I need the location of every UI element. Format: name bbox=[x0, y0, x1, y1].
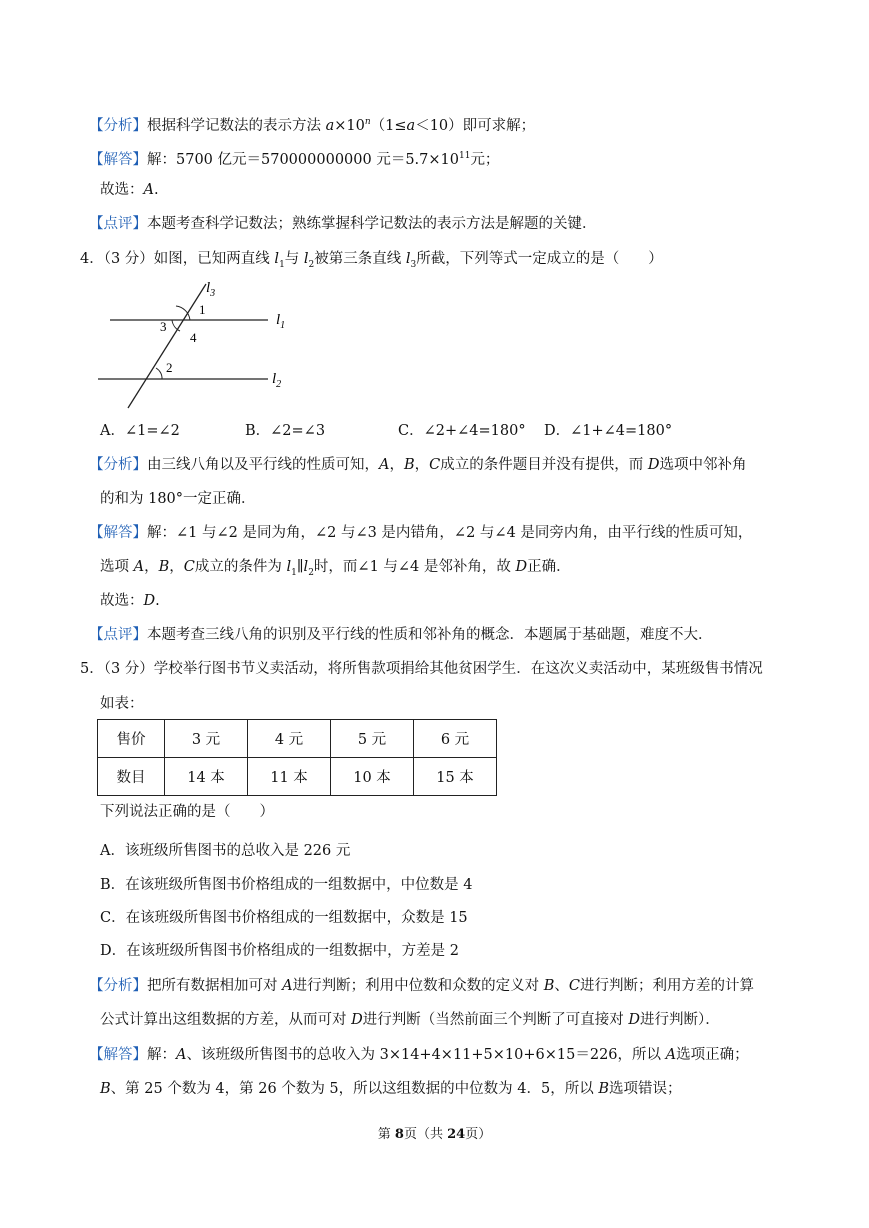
q5-answer-b: 、该班级所售图书的总收入为 3×14+4×11+5×10+6×15＝226，所以 bbox=[186, 1047, 666, 1063]
option-b-text: B．∠2=∠3 bbox=[245, 423, 326, 439]
choice-label: 故选： bbox=[100, 182, 144, 198]
letter-a: A bbox=[176, 1047, 187, 1063]
angle-label-1: 1 bbox=[199, 302, 206, 317]
svg-text:l2 bbox=[272, 371, 281, 390]
comment-tag: 点评 bbox=[103, 216, 133, 232]
label-l1-sub: 1 bbox=[280, 320, 286, 331]
q5-stem-text2: 如表： bbox=[100, 696, 144, 712]
q4-option-d bbox=[544, 421, 672, 441]
option-c-text: C．在该班级所售图书价格组成的一组数据中，众数是 15 bbox=[100, 910, 468, 926]
q5-analysis-g: 进行判断）． bbox=[640, 1012, 720, 1028]
q5-analysis-line1: 【分析】把所有数据相加可对 A进行判断；利用中位数和众数的定义对 B、C进行判断；利用方差的计算 bbox=[89, 978, 754, 994]
table-cell: 10 本 bbox=[331, 758, 414, 796]
option-b-text: B．在该班级所售图书价格组成的一组数据中，中位数是 4 bbox=[100, 877, 473, 893]
label-l1: l bbox=[276, 312, 281, 328]
q5-option-c bbox=[100, 908, 468, 928]
letter-b: B bbox=[543, 978, 555, 994]
footer-mid: 页（共 bbox=[403, 1127, 448, 1142]
q5-analysis-f: 进行判断（当然前面三个判断了可直接对 bbox=[362, 1012, 629, 1028]
q4-stem bbox=[80, 249, 663, 275]
q4-answer-line2 bbox=[100, 557, 571, 583]
q5-stem-line2 bbox=[100, 694, 144, 714]
comment-text: 本题考查三线八角的识别及平行线的性质和邻补角的概念．本题属于基础题，难度不大． bbox=[147, 627, 713, 643]
letter-b: B bbox=[158, 559, 170, 575]
table-cell: 6 元 bbox=[414, 720, 497, 758]
q5-answer-a: 解： bbox=[147, 1047, 176, 1063]
sep: ， bbox=[389, 457, 404, 473]
q4-answer-b: 成立的条件为 bbox=[194, 559, 287, 575]
answer-text: 解：5700 亿元＝570000000000 元＝5.7×10 bbox=[147, 151, 459, 168]
q4-option-c bbox=[398, 421, 526, 441]
table-row bbox=[98, 720, 497, 758]
sep: 、 bbox=[554, 978, 569, 994]
q4-answer-d: 正确． bbox=[527, 559, 571, 575]
angle-arc-bottom bbox=[172, 320, 180, 331]
svg-text:l3 bbox=[206, 280, 215, 299]
option-d-text: D．在该班级所售图书价格组成的一组数据中，方差是 2 bbox=[100, 943, 459, 959]
q4-comment: 【点评】本题考查三线八角的识别及平行线的性质和邻补角的概念．本题属于基础题，难度不大． bbox=[89, 627, 713, 643]
q5-analysis-b: 进行判断；利用中位数和众数的定义对 bbox=[292, 978, 544, 994]
analysis-tag: 分析 bbox=[103, 978, 133, 994]
page-number: 8 bbox=[394, 1127, 404, 1142]
range-open: （1≤ bbox=[370, 117, 407, 134]
l1-sub: 1 bbox=[291, 567, 297, 578]
choice-end: . bbox=[155, 593, 160, 609]
answer-unit: 元； bbox=[470, 151, 500, 168]
table-cell: 11 本 bbox=[248, 758, 331, 796]
l2-var: l bbox=[303, 251, 309, 267]
var-a2: a bbox=[406, 117, 416, 134]
table-cell: 3 元 bbox=[165, 720, 248, 758]
l2-sub: 2 bbox=[308, 259, 315, 270]
choice-letter: D bbox=[143, 593, 156, 609]
sep: ， bbox=[144, 559, 159, 575]
answer-tag: 解答 bbox=[103, 151, 133, 168]
q5-analysis-line2 bbox=[100, 1010, 720, 1030]
sep: ， bbox=[414, 457, 430, 473]
letter-d: D bbox=[515, 559, 528, 575]
q4-analysis-line1: 【分析】由三线八角以及平行线的性质可知，A，B，C成立的条件题目并没有提供，而 D选项中邻补角 bbox=[89, 457, 747, 473]
choice-end: . bbox=[153, 182, 159, 198]
q4-mid: 被第三条直线 bbox=[314, 251, 406, 267]
q5-question-text: 下列说法正确的是（ ） bbox=[100, 804, 274, 820]
answer-tag: 解答 bbox=[103, 525, 133, 541]
q5-answer-e: 选项错误； bbox=[609, 1081, 682, 1097]
label-l2: l bbox=[272, 371, 277, 387]
q4-analysis-a: 由三线八角以及平行线的性质可知， bbox=[147, 457, 379, 473]
letter-c: C bbox=[568, 978, 580, 994]
footer-post: 页） bbox=[465, 1127, 492, 1142]
l3-var: l bbox=[405, 251, 411, 267]
letter-d: D bbox=[647, 457, 660, 473]
letter-b: B bbox=[403, 457, 415, 473]
letter-b: B bbox=[100, 1081, 111, 1097]
parallel-symbol: ∥ bbox=[296, 559, 304, 575]
q5-answer-line1: 【解答】解：A、该班级所售图书的总收入为 3×14+4×11+5×10+6×15＝226，所以 A选项正确； bbox=[89, 1047, 749, 1063]
angle-label-2: 2 bbox=[166, 360, 173, 375]
letter-b: B bbox=[598, 1081, 609, 1097]
angle-label-4: 4 bbox=[190, 330, 197, 345]
label-l3: l bbox=[206, 280, 211, 296]
choice-label: 故选： bbox=[100, 593, 144, 609]
q5-answer-d: 、第 25 个数为 4，第 26 个数为 5，所以这组数据的中位数为 4．5，所以 bbox=[110, 1081, 599, 1097]
q5-question bbox=[100, 802, 274, 822]
l3-sub: 3 bbox=[410, 259, 417, 270]
angle-arc-top bbox=[176, 306, 190, 320]
letter-a: A bbox=[665, 1047, 677, 1063]
q4-answer-line1-text: 解：∠1 与∠2 是同为角，∠2 与∠3 是内错角，∠2 与∠4 是同旁内角，由平行线的性质可知， bbox=[147, 525, 753, 541]
angle-label-3: 3 bbox=[160, 319, 167, 334]
page-footer bbox=[0, 1123, 869, 1142]
table-cell: 5 元 bbox=[331, 720, 414, 758]
answer-exponent: 11 bbox=[458, 151, 471, 161]
label-l3-sub: 3 bbox=[210, 288, 216, 299]
parallel-lines-figure bbox=[96, 276, 296, 414]
q3-choice bbox=[100, 180, 159, 200]
q5-option-d bbox=[100, 941, 459, 961]
table-cell: 4 元 bbox=[248, 720, 331, 758]
q3-comment: 【点评】本题考查科学记数法；熟练掌握科学记数法的表示方法是解题的关键． bbox=[89, 216, 597, 232]
letter-c: C bbox=[183, 559, 195, 575]
l1-sub: 1 bbox=[279, 259, 285, 270]
q5-answer-c: 选项正确； bbox=[676, 1047, 749, 1063]
q5-stem-text: 5．（3 分）学校举行图书节义卖活动，将所售款项捐给其他贫困学生．在这次义卖活动中，某班级售书情况 bbox=[80, 661, 763, 677]
q4-choice bbox=[100, 591, 160, 611]
choice-letter: A bbox=[143, 182, 154, 198]
letter-a: A bbox=[133, 559, 145, 575]
letter-c: C bbox=[429, 457, 441, 473]
comment-text: 本题考查科学记数法；熟练掌握科学记数法的表示方法是解题的关键． bbox=[147, 216, 597, 232]
q5-answer-line2 bbox=[100, 1079, 682, 1099]
q5-stem-line1 bbox=[80, 659, 763, 679]
footer-pre: 第 bbox=[377, 1127, 395, 1142]
table-cell: 售价 bbox=[98, 720, 165, 758]
q4-option-b bbox=[245, 421, 325, 441]
q5-analysis-d: 进行判断；利用方差的计算 bbox=[579, 978, 754, 994]
q4-answer-line1: 【解答】解：∠1 与∠2 是同为角，∠2 与∠3 是内错角，∠2 与∠4 是同旁内角，由平行线的性质可知， bbox=[89, 525, 753, 541]
letter-a: A bbox=[282, 978, 293, 994]
l1-var: l bbox=[274, 251, 280, 267]
page-total: 24 bbox=[447, 1127, 466, 1142]
letter-a: A bbox=[379, 457, 390, 473]
table-cell: 15 本 bbox=[414, 758, 497, 796]
label-l2-sub: 2 bbox=[276, 379, 282, 390]
option-c-text: C．∠2+∠4=180° bbox=[398, 423, 526, 439]
q4-analysis-line2 bbox=[100, 489, 256, 509]
exp-n: n bbox=[364, 117, 371, 127]
sales-table bbox=[97, 719, 497, 796]
q5-analysis-e: 公式计算出这组数据的方差，从而可对 bbox=[100, 1012, 352, 1028]
q5-analysis-a: 把所有数据相加可对 bbox=[147, 978, 283, 994]
q5-option-a bbox=[100, 841, 350, 861]
q4-analysis-c: 选项中邻补角 bbox=[659, 457, 747, 473]
analysis-tag: 分析 bbox=[103, 457, 133, 473]
q4-end: 所截，下列等式一定成立的是（ ） bbox=[416, 251, 663, 267]
q3-analysis: 【分析】根据科学记数法的表示方法 $a\times 10^n(1\le a<10)$即可求解； bbox=[89, 117, 536, 134]
analysis-text: 根据科学记数法的表示方法 bbox=[147, 117, 326, 134]
q5-option-b bbox=[100, 875, 473, 895]
q4-answer-c: 时，而∠1 与∠4 是邻补角，故 bbox=[313, 559, 516, 575]
svg-text:l1 bbox=[276, 312, 285, 331]
letter-d: D bbox=[351, 1012, 363, 1028]
sep: ， bbox=[169, 559, 184, 575]
answer-tag: 解答 bbox=[103, 1047, 133, 1063]
option-a-text: A．该班级所售图书的总收入是 226 元 bbox=[100, 843, 351, 859]
var-a: a bbox=[325, 117, 335, 134]
table-cell: 数目 bbox=[98, 758, 165, 796]
option-a-text: A．∠1=∠2 bbox=[100, 423, 180, 439]
table-cell: 14 本 bbox=[165, 758, 248, 796]
range-close: ＜10）即可求解； bbox=[415, 117, 536, 134]
q4-answer-a: 选项 bbox=[100, 559, 134, 575]
line-l3 bbox=[128, 284, 206, 408]
q4-analysis-line2-text: 的和为 180°一定正确． bbox=[100, 491, 256, 507]
q4-option-a bbox=[100, 421, 180, 441]
l2-sub: 2 bbox=[308, 567, 314, 578]
option-d-text: D．∠1+∠4=180° bbox=[544, 423, 673, 439]
angle-arc-2 bbox=[156, 368, 162, 379]
q4-stem-start: 4．（3 分）如图，已知两直线 bbox=[80, 251, 275, 267]
q3-answer: 【解答】解：5700 亿元＝570000000000 元$=5.7\times 10^{11}$元； bbox=[89, 151, 500, 168]
letter-d: D bbox=[628, 1012, 640, 1028]
table-row bbox=[98, 758, 497, 796]
l2-var: l bbox=[303, 559, 309, 575]
times-ten: ×10 bbox=[334, 117, 365, 134]
analysis-tag: 分析 bbox=[103, 117, 133, 134]
comment-tag: 点评 bbox=[103, 627, 133, 643]
q4-analysis-b: 成立的条件题目并没有提供，而 bbox=[440, 457, 648, 473]
l1-var: l bbox=[286, 559, 292, 575]
q4-and: 与 bbox=[284, 251, 304, 267]
